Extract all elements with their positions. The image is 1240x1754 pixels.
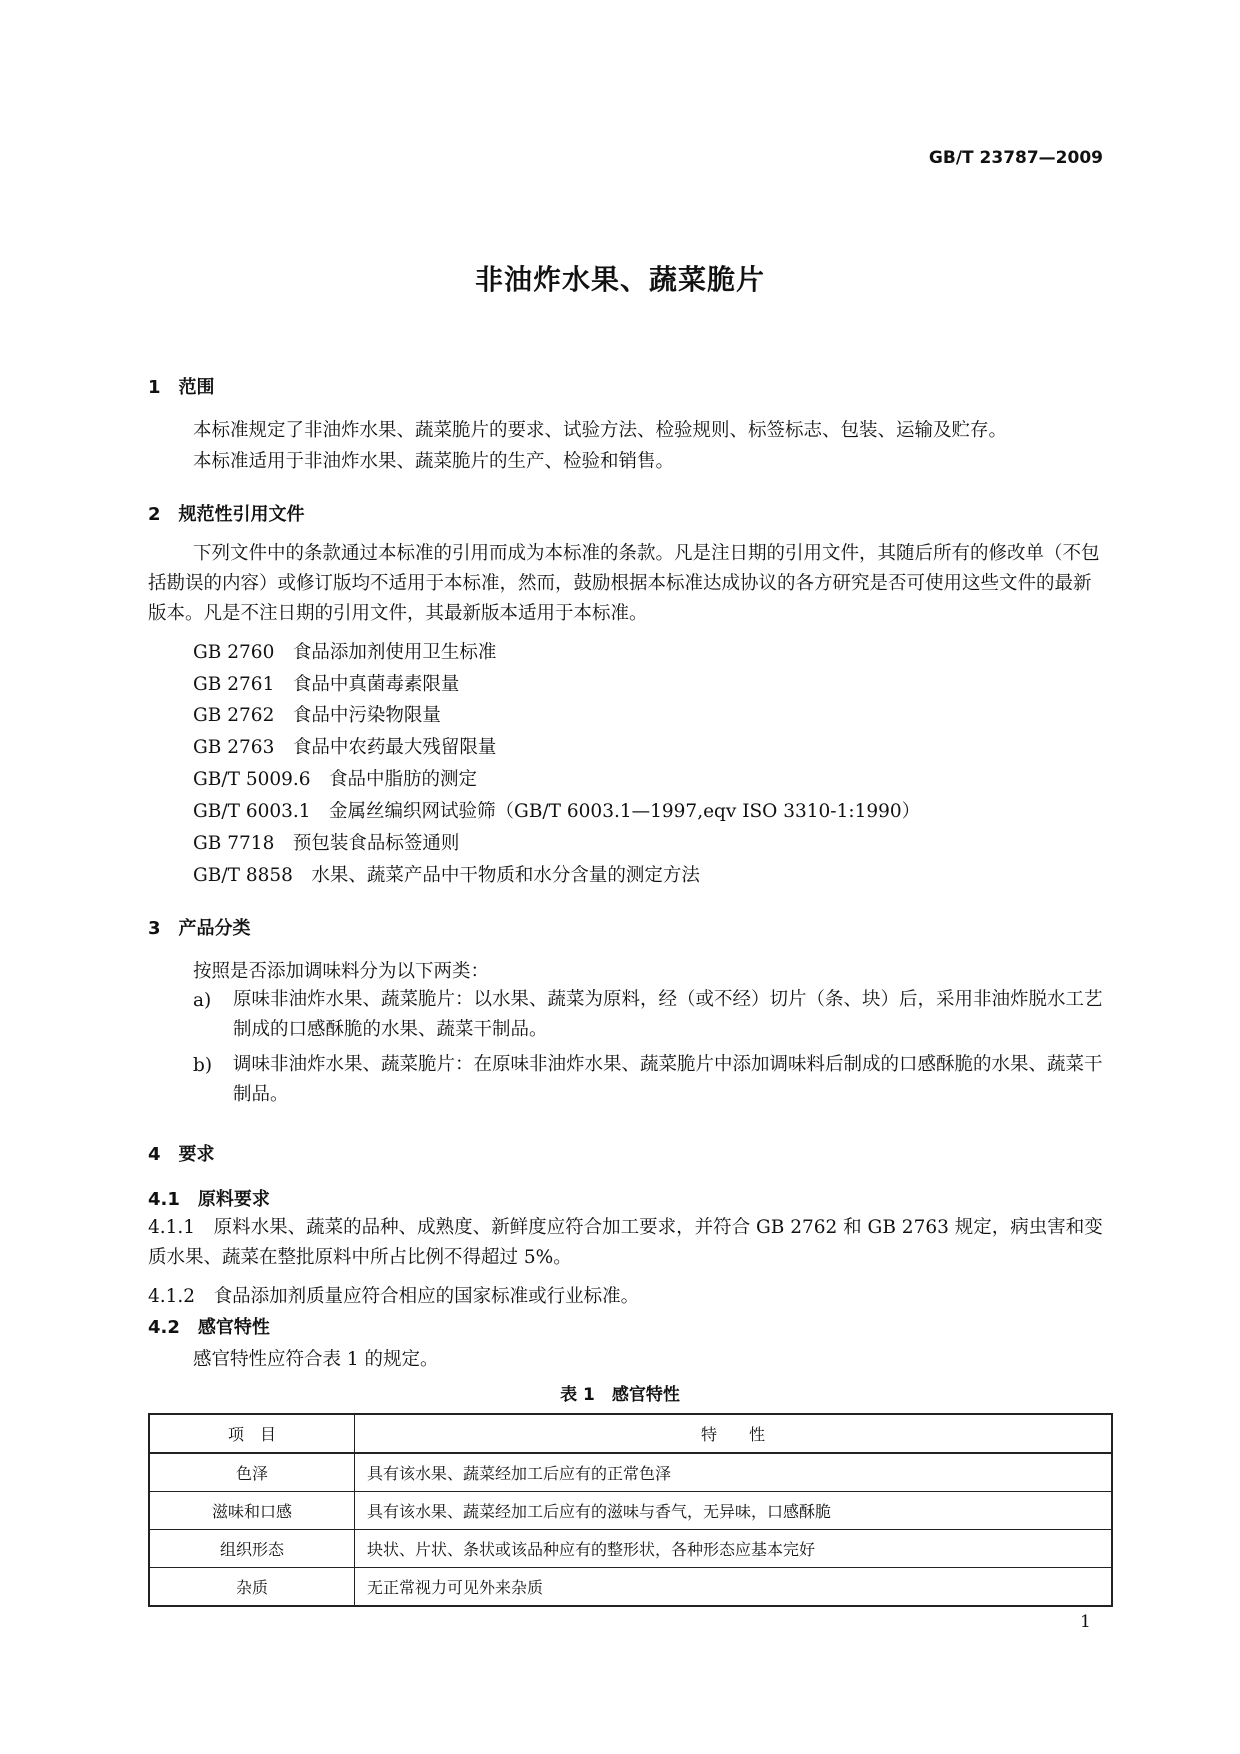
table-caption: 表 1 感官特性	[560, 1385, 680, 1405]
reference-item: GB 2761 食品中真菌毒素限量	[193, 674, 460, 695]
document-title: 非油炸水果、蔬菜脆片	[474, 263, 765, 296]
page-number: 1	[1080, 1612, 1091, 1632]
table-row	[149, 1492, 1112, 1530]
list-item-a-text: 原味非油炸水果、蔬菜脆片：以水果、蔬菜为原料，经（或不经）切片（条、块）后，采用非油炸脱水工艺制成的口感酥脆的水果、蔬菜干制品。	[233, 989, 1103, 1040]
table-row	[149, 1530, 1112, 1568]
reference-item: GB 2763 食品中农药最大残留限量	[193, 737, 497, 758]
clause-4-1-1: 4.1.1 原料水果、蔬菜的品种、成熟度、新鲜度应符合加工要求，并符合 GB 2762 和 GB 2763 规定，病虫害和变质水果、蔬菜在整批原料中所占比例不得超过 5%。	[148, 1217, 1103, 1268]
section-4-2-heading: 4.2 感官特性	[148, 1317, 270, 1338]
list-item-b-label: b)	[193, 1055, 213, 1076]
section-4-heading: 4 要求	[148, 1144, 215, 1165]
table-cell-item: 滋味和口感	[149, 1492, 355, 1530]
section-4-2-text: 感官特性应符合表 1 的规定。	[193, 1349, 439, 1370]
table-cell-item: 色泽	[149, 1453, 355, 1492]
reference-item: GB 7718 预包装食品标签通则	[193, 833, 460, 854]
table-row	[149, 1453, 1112, 1492]
reference-item: GB 2760 食品添加剂使用卫生标准	[193, 642, 497, 663]
section-1-heading: 1 范围	[148, 377, 215, 398]
reference-item: GB 2762 食品中污染物限量	[193, 705, 441, 726]
list-item-b-text: 调味非油炸水果、蔬菜脆片：在原味非油炸水果、蔬菜脆片中添加调味料后制成的口感酥脆的水果、蔬菜干制品。	[233, 1054, 1103, 1105]
table-cell-desc: 无正常视力可见外来杂质	[355, 1568, 1113, 1607]
section-1-paragraph-2: 本标准适用于非油炸水果、蔬菜脆片的生产、检验和销售。	[193, 451, 675, 472]
table-cell-item: 杂质	[149, 1568, 355, 1607]
table-cell-desc: 块状、片状、条状或该品种应有的整形状，各种形态应基本完好	[355, 1530, 1113, 1568]
section-3-heading: 3 产品分类	[148, 918, 251, 939]
reference-item: GB/T 5009.6 食品中脂肪的测定	[193, 769, 478, 790]
table-cell-desc: 具有该水果、蔬菜经加工后应有的滋味与香气，无异味，口感酥脆	[355, 1492, 1113, 1530]
list-item-a-label: a)	[193, 990, 212, 1011]
clause-4-1-2: 4.1.2 食品添加剂质量应符合相应的国家标准或行业标准。	[148, 1286, 640, 1307]
standard-code: GB/T 23787—2009	[928, 148, 1103, 168]
section-1-paragraph-1: 本标准规定了非油炸水果、蔬菜脆片的要求、试验方法、检验规则、标签标志、包装、运输及贮存。	[193, 420, 1008, 441]
table-header-item: 项 目	[149, 1414, 355, 1453]
sensory-table	[148, 1413, 1113, 1607]
section-3-intro: 按照是否添加调味料分为以下两类：	[193, 961, 490, 982]
table-header-row	[149, 1414, 1112, 1453]
section-4-1-heading: 4.1 原料要求	[148, 1189, 270, 1210]
table-cell-desc: 具有该水果、蔬菜经加工后应有的正常色泽	[355, 1453, 1113, 1492]
table-row	[149, 1568, 1112, 1607]
section-2-intro: 下列文件中的条款通过本标准的引用而成为本标准的条款。凡是注日期的引用文件，其随后所有的修改单（不包括勘误的内容）或修订版均不适用于本标准，然而，鼓励根据本标准达成协议的各方研究是否可使用这些文件的最新版本。凡是不注日期的引用文件，其最新版本适用于本标准。	[148, 543, 1100, 624]
section-2-heading: 2 规范性引用文件	[148, 504, 305, 525]
reference-item: GB/T 8858 水果、蔬菜产品中干物质和水分含量的测定方法	[193, 865, 700, 886]
reference-item: GB/T 6003.1 金属丝编织网试验筛（GB/T 6003.1—1997,eqv ISO 3310-1:1990）	[193, 801, 921, 822]
table-cell-item: 组织形态	[149, 1530, 355, 1568]
table-header-characteristic: 特 性	[355, 1414, 1113, 1453]
